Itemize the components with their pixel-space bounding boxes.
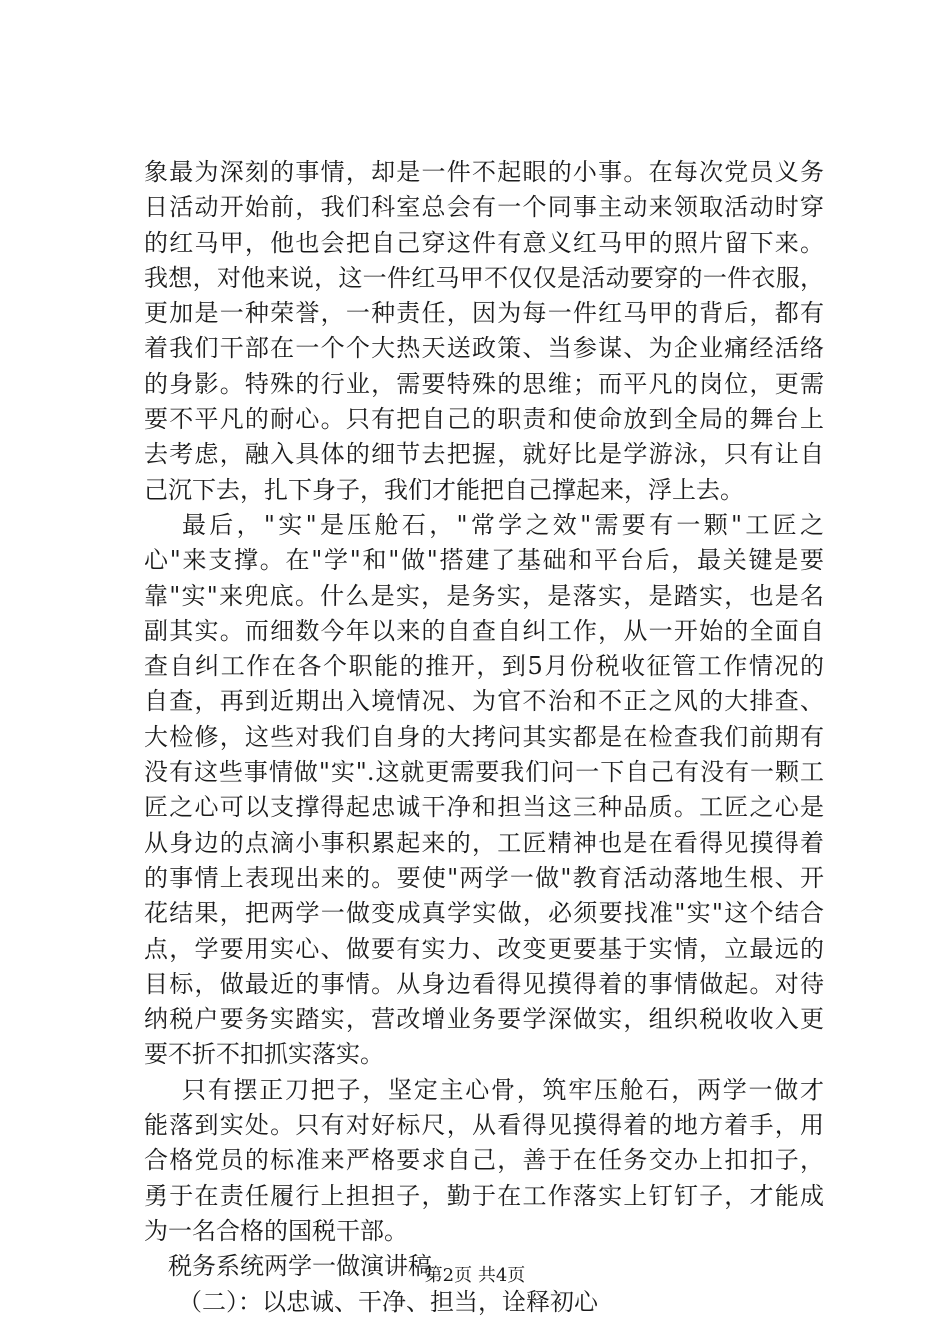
text-line: 能落到实处。只有对好标尺，从看得见摸得着的地方着手，用	[144, 1111, 824, 1140]
text-line: 自查，再到近期出入境情况、为官不治和不正之风的大排查、	[144, 687, 824, 716]
text-line: 副其实。而细数今年以来的自查自纠工作，从一开始的全面自	[144, 616, 824, 645]
text-line: 我想，对他来说，这一件红马甲不仅仅是活动要穿的一件衣服，	[144, 263, 824, 292]
text-line: 的身影。特殊的行业，需要特殊的思维；而平凡的岗位，更需	[144, 369, 824, 398]
text-line: 心"来支撑。在"学"和"做"搭建了基础和平台后，最关键是要	[144, 546, 824, 575]
text-line: 己沉下去，扎下身子，我们才能把自己撑起来，浮上去。	[144, 475, 744, 504]
text-line: 的事情上表现出来的。要使"两学一做"教育活动落地生根、开	[144, 863, 824, 892]
text-line: 日活动开始前，我们科室总会有一个同事主动来领取活动时穿	[144, 193, 824, 222]
text-line: 要不折不扣抓实落实。	[144, 1040, 384, 1069]
text-line: 的红马甲，他也会把自己穿这件有意义红马甲的照片留下来。	[144, 228, 824, 257]
section-subtitle: （二）：以忠诚、干净、担当，诠释初心	[178, 1287, 598, 1316]
text-line: 靠"实"来兜底。什么是实，是务实，是落实，是踏实，也是名	[144, 581, 824, 610]
text-line: 没有这些事情做"实".这就更需要我们问一下自己有没有一颗工	[144, 758, 824, 787]
paragraph-first-line: 最后，"实"是压舱石，"常学之效"需要有一颗"工匠之	[182, 510, 824, 539]
text-line: 花结果，把两学一做变成真学实做，必须要找准"实"这个结合	[144, 899, 824, 928]
text-line: 点，学要用实心、做要有实力、改变更要基于实情，立最远的	[144, 934, 824, 963]
text-line: 为一名合格的国税干部。	[144, 1216, 408, 1245]
text-line: 目标，做最近的事情。从身边看得见摸得着的事情做起。对待	[144, 969, 824, 998]
paragraph-first-line: 只有摆正刀把子，坚定主心骨，筑牢压舱石，两学一做才	[182, 1075, 824, 1104]
text-line: 合格党员的标准来严格要求自己，善于在任务交办上扣扣子，	[144, 1146, 824, 1175]
text-line: 匠之心可以支撑得起忠诚干净和担当这三种品质。工匠之心是	[144, 793, 824, 822]
text-line: 从身边的点滴小事积累起来的，工匠精神也是在看得见摸得着	[144, 828, 824, 857]
text-line: 要不平凡的耐心。只有把自己的职责和使命放到全局的舞台上	[144, 405, 824, 434]
text-line: 象最为深刻的事情，却是一件不起眼的小事。在每次党员义务	[144, 158, 824, 186]
text-line: 勇于在责任履行上担担子，勤于在工作落实上钉钉子，才能成	[144, 1181, 824, 1210]
text-line: 查自纠工作在各个职能的推开，到5月份税收征管工作情况的	[144, 652, 824, 681]
text-line: 大检修，这些对我们自身的大拷问其实都是在检查我们前期有	[144, 722, 824, 751]
document-body	[144, 155, 824, 1320]
page-number-label: 第2页 共4页	[424, 1265, 526, 1286]
text-line: 着我们干部在一个个大热天送政策、当参谋、为企业痛经活络	[144, 334, 824, 363]
text-line: 更加是一种荣誉，一种责任，因为每一件红马甲的背后，都有	[144, 299, 824, 328]
text-line: 去考虑，融入具体的细节去把握，就好比是学游泳，只有让自	[144, 440, 824, 469]
speech-title: 税务系统两学一做演讲稿	[168, 1252, 432, 1281]
page-footer	[0, 1266, 950, 1286]
text-line: 纳税户要务实踏实，营改增业务要学深做实，组织税收收入更	[144, 1005, 824, 1034]
